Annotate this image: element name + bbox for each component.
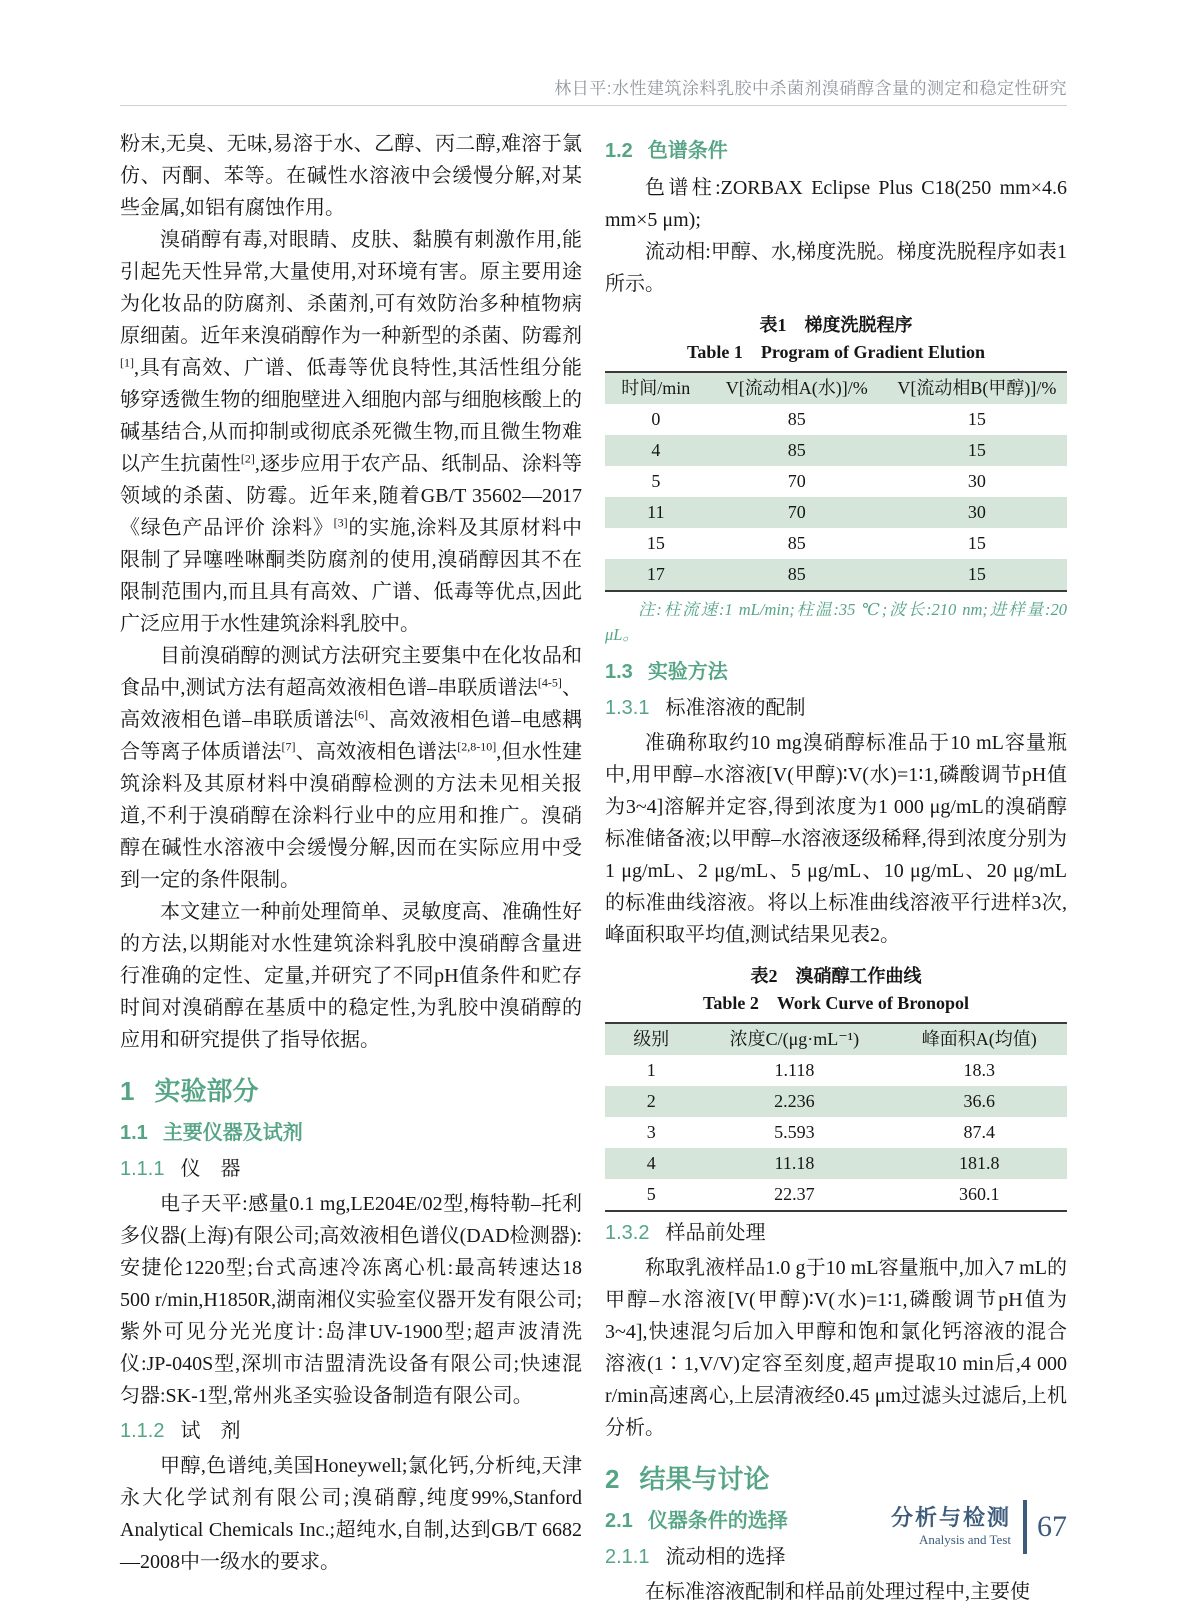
table1-title-cn: 表1 梯度洗脱程序 <box>759 315 913 335</box>
section-heading-1-3-1 <box>605 693 1067 723</box>
table-cell: 360.1 <box>958 1184 1000 1204</box>
table-cell: 85 <box>787 409 806 429</box>
table-header-row <box>605 1023 1067 1055</box>
paragraph-last: 在标准溶液配制和样品前处理过程中,主要使 <box>645 1581 1030 1603</box>
section-number: 1 <box>120 1076 135 1106</box>
table-cell: 4 <box>646 1153 656 1173</box>
table-cell: 15 <box>967 564 986 584</box>
running-head-title: 林日平:水性建筑涂料乳胶中杀菌剂溴硝醇含量的测定和稳定性研究 <box>554 79 1067 98</box>
section-number: 1.1 <box>120 1122 148 1144</box>
section-heading-1-3-2 <box>605 1218 1067 1248</box>
table-cell: 17 <box>646 564 665 584</box>
section-title: 标准溶液的配制 <box>665 697 806 719</box>
paragraph-standard-solution: 准确称取约10 mg溴硝醇标准品于10 mL容量瓶中,用甲醇–水溶液[V(甲醇)∶V(水)=1∶1,磷酸调节pH值为3~4]溶解并定容,得到浓度为1 000 μg/mL的溴硝醇标准储备液;以甲醇–水溶液逐级稀释,得到浓度分别为1 μg/mL、2 μg/mL、5 μg/mL、10 μg/mL、20 μg/mL的标准曲线溶液。将以上标准曲线溶液平行进样3次,峰面积取平均值,测试结果见表2。 <box>605 732 1067 946</box>
table2-work-curve <box>605 1022 1067 1212</box>
table2-title-en: Table 2 Work Curve of Bronopol <box>702 993 970 1013</box>
table-cell: 11.18 <box>774 1153 815 1173</box>
table-cell: 15 <box>967 409 986 429</box>
section-title: 试 剂 <box>180 1420 241 1442</box>
table-row <box>605 1148 1067 1179</box>
section-number: 2.1.1 <box>605 1546 650 1568</box>
table-cell: 4 <box>651 440 661 460</box>
table-cell: 15 <box>967 440 986 460</box>
footer-journal-names <box>891 1506 1011 1548</box>
paragraph-sample-prep: 称取乳液样品1.0 g于10 mL容量瓶中,加入7 mL的甲醇–水溶液[V(甲醇)∶V(水)=1∶1,磷酸调节pH值为3~4],快速混匀后加入甲醇和饱和氯化钙溶液的混合溶液(1∶1,V/V)定容至刻度,超声提取10 min后,4 000 r/min高速离心,上层清液经0.45 μm过滤头过滤后,上机分析。 <box>605 1257 1067 1439</box>
section-number: 1.1.2 <box>120 1420 165 1442</box>
table-cell: 0 <box>651 409 661 429</box>
section-heading-1-1-1 <box>120 1154 582 1184</box>
citation-superscript: [4-5] <box>537 675 562 690</box>
column-left <box>120 128 582 1608</box>
table2-title-cn: 表2 溴硝醇工作曲线 <box>750 966 922 986</box>
table-cell: 181.8 <box>958 1153 1000 1173</box>
table-cell: 2 <box>646 1091 656 1111</box>
table-cell: 3 <box>646 1122 656 1142</box>
table1-block <box>605 312 1067 647</box>
table-cell: 5.593 <box>774 1122 815 1142</box>
table1-title-en: Table 1 Program of Gradient Elution <box>686 342 985 362</box>
header-divider <box>120 105 1067 106</box>
table2-block <box>605 963 1067 1212</box>
table-cell: 85 <box>787 533 806 553</box>
paragraph-intro-3: 目前溴硝醇的测试方法研究主要集中在化妆品和食品中,测试方法有超高效液相色谱–串联质谱法[4-5]、高效液相色谱–串联质谱法[6]、高效液相色谱–电感耦合等离子体质谱法[7]、高效液相色谱法[2,8-10],但水性建筑涂料及其原材料中溴硝醇检测的方法未见相关报道,不利于溴硝醇在涂料行业中的应用和推广。溴硝醇在碱性水溶液中会缓慢分解,因而在实际应用中受到一定的条件限制。 <box>120 645 583 891</box>
section-number: 1.3 <box>605 661 633 683</box>
paragraph-reagents: 甲醇,色谱纯,美国Honeywell;氯化钙,分析纯,天津永大化学试剂有限公司;溴硝醇,纯度99%,Stanford Analytical Chemicals Inc.;超纯水,自制,达到GB/T 6682—2008中一级水的要求。 <box>120 1455 582 1573</box>
citation-superscript: [1] <box>120 355 134 370</box>
table-cell: 5 <box>651 471 661 491</box>
table-cell: 5 <box>646 1184 656 1204</box>
paragraph-instruments: 电子天平:感量0.1 mg,LE204E/02型,梅特勒–托利多仪器(上海)有限公司;高效液相色谱仪(DAD检测器):安捷伦1220型;台式高速冷冻离心机:最高转速达18 500 r/min,H1850R,湖南湘仪实验室仪器开发有限公司;紫外可见分光光度计:岛津UV-1900型;超声波清洗仪:JP-040S型,深圳市洁盟清洗设备有限公司;快速混匀器:SK-1型,常州兆圣实验设备制造有限公司。 <box>120 1193 582 1407</box>
citation-superscript: [3] <box>333 515 348 530</box>
table-cell: 2.236 <box>774 1091 815 1111</box>
table-cell: 1.118 <box>774 1060 815 1080</box>
footer-journal-name-en: Analysis and Test <box>918 1532 1011 1547</box>
table-header-cell: 浓度C/(μg·mL⁻¹) <box>729 1029 860 1049</box>
table-cell: 22.37 <box>774 1184 815 1204</box>
table-cell: 70 <box>787 502 806 522</box>
page-body <box>120 128 1067 1608</box>
paragraph-intro-1: 粉末,无臭、无味,易溶于水、乙醇、丙二醇,难溶于氯仿、丙酮、苯等。在碱性水溶液中会缓慢分解,对某些金属,如铝有腐蚀作用。 <box>120 133 582 219</box>
citation-superscript: [6] <box>354 707 369 722</box>
section-number: 1.2 <box>605 140 633 162</box>
table-header-cell: 级别 <box>633 1029 670 1049</box>
table-cell: 85 <box>787 564 806 584</box>
table-cell: 30 <box>967 502 986 522</box>
table-cell: 15 <box>967 533 986 553</box>
table-cell: 11 <box>647 502 665 522</box>
table-row <box>605 1086 1067 1117</box>
paragraph-intro-4: 本文建立一种前处理简单、灵敏度高、准确性好的方法,以期能对水性建筑涂料乳胶中溴硝醇含量进行准确的定性、定量,并研究了不同pH值条件和贮存时间对溴硝醇在基质中的稳定性,为乳胶中溴硝醇的应用和研究提供了指导依据。 <box>120 901 582 1051</box>
table-header-cell: 峰面积A(均值) <box>921 1029 1037 1049</box>
table-header-cell: V[流动相B(甲醇)]/% <box>897 378 1057 398</box>
section-heading-1 <box>120 1074 582 1108</box>
section-number: 2 <box>605 1464 620 1494</box>
section-heading-1-1 <box>120 1118 582 1148</box>
section-heading-1-1-2 <box>120 1416 582 1446</box>
section-title: 仪 器 <box>180 1158 241 1180</box>
table-cell: 18.3 <box>963 1060 995 1080</box>
table1-gradient-elution <box>605 371 1067 592</box>
table-row <box>605 435 1067 466</box>
section-heading-1-3 <box>605 657 1067 687</box>
table-cell: 36.6 <box>963 1091 995 1111</box>
paragraph-intro-2: 溴硝醇有毒,对眼睛、皮肤、黏膜有刺激作用,能引起先天性异常,大量使用,对环境有害。原主要用途为化妆品的防腐剂、杀菌剂,可有效防治多种植物病原细菌。近年来溴硝醇作为一种新型的杀菌、防霉剂[1],具有高效、广谱、低毒等优良特性,其活性组分能够穿透微生物的细胞壁进入细胞内部与细胞核酸上的碱基结合,从而抑制或彻底杀死微生物,而且微生物难以产生抗菌性[2],逐步应用于农产品、纸制品、涂料等领域的杀菌、防霉。近年来,随着GB/T 35602—2017《绿色产品评价 涂料》[3]的实施,涂料及其原材料中限制了异噻唑啉酮类防腐剂的使用,溴硝醇因其不在限制范围内,而且具有高效、广谱、低毒等优点,因此广泛应用于水性建筑涂料乳胶中。 <box>120 229 583 635</box>
citation-superscript: [2] <box>240 451 255 466</box>
table-row <box>605 497 1067 528</box>
section-number: 1.1.1 <box>120 1158 165 1180</box>
table1-note: 注:柱流速:1 mL/min;柱温:35 ℃;波长:210 nm;进样量:20 μL。 <box>605 600 1067 644</box>
table-header-cell: V[流动相A(水)]/% <box>725 378 868 398</box>
citation-superscript: [7] <box>281 739 296 754</box>
section-title: 流动相的选择 <box>665 1546 786 1568</box>
paragraph-column-spec: 色谱柱:ZORBAX Eclipse Plus C18(250 mm×4.6 mm×5 μm); <box>605 177 1067 231</box>
page-footer <box>891 1500 1067 1554</box>
table-cell: 1 <box>646 1060 656 1080</box>
section-title: 实验部分 <box>154 1076 259 1106</box>
table-cell: 30 <box>967 471 986 491</box>
table-cell: 70 <box>787 471 806 491</box>
table-row <box>605 1117 1067 1148</box>
column-right <box>605 128 1067 1608</box>
paragraph-mobile-phase: 流动相:甲醇、水,梯度洗脱。梯度洗脱程序如表1所示。 <box>605 241 1067 295</box>
citation-superscript: [2,8-10] <box>457 739 497 754</box>
table-row <box>605 466 1067 497</box>
section-number: 2.1 <box>605 1510 633 1532</box>
table-cell: 87.4 <box>963 1122 995 1142</box>
section-title: 结果与讨论 <box>639 1464 770 1494</box>
table-header-row <box>605 372 1067 404</box>
section-title: 实验方法 <box>647 661 728 683</box>
section-title: 主要仪器及试剂 <box>162 1122 303 1144</box>
table-row <box>605 528 1067 559</box>
section-title: 色谱条件 <box>647 140 728 162</box>
section-number: 1.3.1 <box>605 697 650 719</box>
page-number: 67 <box>1037 1510 1067 1543</box>
table-row <box>605 404 1067 435</box>
table-header-cell: 时间/min <box>621 378 691 398</box>
table-cell: 85 <box>787 440 806 460</box>
section-heading-2 <box>605 1462 1067 1496</box>
table-row <box>605 1179 1067 1211</box>
section-title: 样品前处理 <box>665 1222 766 1244</box>
footer-divider-bar <box>1023 1500 1027 1554</box>
table-row <box>605 559 1067 591</box>
section-title: 仪器条件的选择 <box>647 1510 788 1532</box>
section-number: 1.3.2 <box>605 1222 650 1244</box>
footer-journal-name-cn: 分析与检测 <box>890 1505 1011 1530</box>
table-row <box>605 1055 1067 1086</box>
table-cell: 15 <box>646 533 665 553</box>
section-heading-1-2 <box>605 136 1067 166</box>
